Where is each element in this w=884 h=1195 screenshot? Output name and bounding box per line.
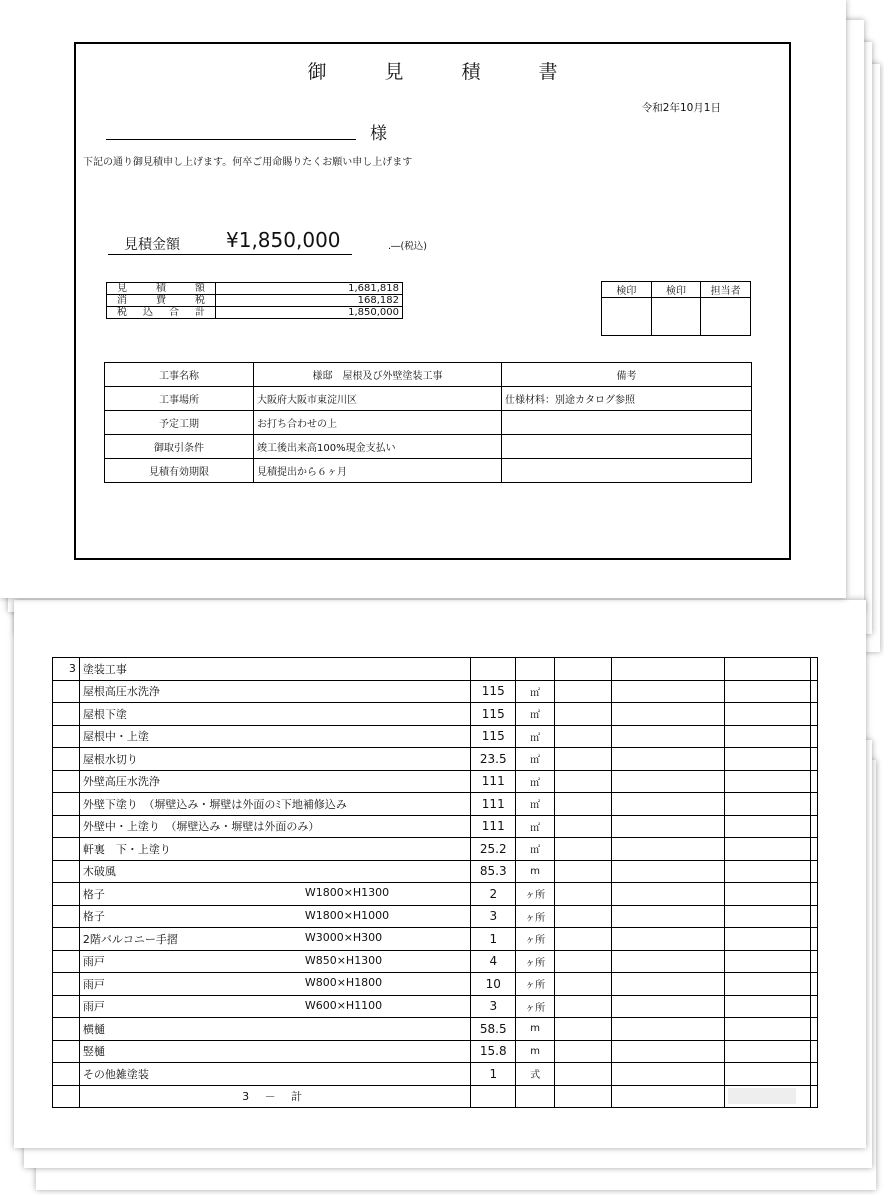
empty-cell <box>811 703 818 726</box>
summary-row <box>107 295 403 307</box>
item-number-cell <box>53 1085 80 1108</box>
item-name: 2階バルコニー手摺 <box>82 932 178 946</box>
empty-cell <box>612 1018 725 1041</box>
addressee-line <box>106 138 356 140</box>
empty-cell <box>811 995 818 1018</box>
item-row <box>53 1040 818 1063</box>
empty-cell <box>612 973 725 996</box>
stamp-box <box>701 298 751 336</box>
empty-cell <box>555 838 612 861</box>
item-name-cell <box>79 905 471 928</box>
stamp-box <box>602 298 652 336</box>
item-number-cell <box>53 725 80 748</box>
item-quantity: 23.5 <box>471 748 516 771</box>
item-name: 雨戸 <box>82 955 105 969</box>
info-remark <box>502 435 752 459</box>
item-row <box>53 725 818 748</box>
stamp-box <box>651 298 701 336</box>
item-row <box>53 905 818 928</box>
empty-cell <box>612 838 725 861</box>
item-row <box>53 928 818 951</box>
info-value: 大阪府大阪市東淀川区 <box>254 387 502 411</box>
item-spec: W800×H1800 <box>304 976 383 989</box>
item-name: 屋根高圧水洗浄 <box>79 680 471 703</box>
empty-cell <box>516 1085 555 1108</box>
section-number: 3 <box>53 658 80 681</box>
empty-cell <box>811 883 818 906</box>
empty-cell <box>725 770 811 793</box>
item-name-cell <box>79 973 471 996</box>
subtotal-label: 3 － 計 <box>79 1085 471 1108</box>
item-number-cell <box>53 1063 80 1086</box>
empty-cell <box>725 703 811 726</box>
breakdown-sheet <box>14 600 866 1148</box>
item-spec: W600×H1100 <box>304 998 383 1012</box>
empty-cell <box>612 748 725 771</box>
empty-cell <box>725 1063 811 1086</box>
item-name: 屋根水切り <box>79 748 471 771</box>
empty-cell <box>725 1040 811 1063</box>
info-row <box>105 459 752 483</box>
item-row <box>53 1063 818 1086</box>
empty-cell <box>612 815 725 838</box>
item-name: 木破風 <box>79 860 471 883</box>
section-title: 塗装工事 <box>79 658 471 681</box>
item-quantity: 58.5 <box>471 1018 516 1041</box>
empty-cell <box>612 793 725 816</box>
empty-cell <box>555 1063 612 1086</box>
item-number-cell <box>53 905 80 928</box>
item-name: 竪樋 <box>79 1040 471 1063</box>
empty-cell <box>555 1018 612 1041</box>
item-row <box>53 815 818 838</box>
item-quantity: 3 <box>471 995 516 1018</box>
amount-label: 見積金額 <box>124 237 180 253</box>
item-number-cell <box>53 950 80 973</box>
item-name: 屋根下塗 <box>79 703 471 726</box>
empty-cell <box>612 883 725 906</box>
empty-cell <box>811 838 818 861</box>
item-spec: W1800×H1000 <box>304 908 390 922</box>
item-spec: W1800×H1300 <box>304 886 390 899</box>
item-row <box>53 680 818 703</box>
empty-cell <box>612 950 725 973</box>
info-label: 予定工期 <box>105 411 254 435</box>
empty-cell <box>612 680 725 703</box>
item-row <box>53 748 818 771</box>
item-quantity: 3 <box>471 905 516 928</box>
item-name-cell <box>79 995 471 1018</box>
item-unit: m <box>516 1018 555 1041</box>
info-remark <box>502 411 752 435</box>
item-quantity: 115 <box>471 725 516 748</box>
empty-cell <box>471 1085 516 1108</box>
empty-cell <box>555 725 612 748</box>
estimate-frame <box>74 42 791 560</box>
item-row <box>53 995 818 1018</box>
empty-cell <box>612 703 725 726</box>
item-unit: ㎡ <box>516 703 555 726</box>
item-row <box>53 770 818 793</box>
info-row <box>105 387 752 411</box>
item-number-cell <box>53 770 80 793</box>
item-unit: ㎡ <box>516 680 555 703</box>
empty-cell <box>555 973 612 996</box>
summary-label: 消費税 <box>107 295 216 307</box>
item-name: 格子 <box>82 910 105 924</box>
item-number-cell <box>53 838 80 861</box>
project-name: 様邸 屋根及び外壁塗装工事 <box>254 363 502 387</box>
subtotal-row <box>53 1085 818 1108</box>
item-row <box>53 838 818 861</box>
info-value: 見積提出から６ヶ月 <box>254 459 502 483</box>
item-quantity: 2 <box>471 883 516 906</box>
item-unit: ㎡ <box>516 770 555 793</box>
item-name: その他雑塗装 <box>79 1063 471 1086</box>
item-number-cell <box>53 973 80 996</box>
empty-cell <box>725 905 811 928</box>
empty-cell <box>725 973 811 996</box>
empty-cell <box>555 815 612 838</box>
empty-cell <box>555 1040 612 1063</box>
empty-cell <box>811 770 818 793</box>
item-unit: ㎡ <box>516 748 555 771</box>
empty-cell <box>555 995 612 1018</box>
intro-text: 下記の通り御見積申し上げます。何卒ご用命賜りたくお願い申し上げます <box>83 157 413 168</box>
empty-cell <box>811 905 818 928</box>
item-number-cell <box>53 1040 80 1063</box>
item-name: 軒裏 下・上塗り <box>79 838 471 861</box>
info-value: お打ち合わせの上 <box>254 411 502 435</box>
item-unit: ㎡ <box>516 838 555 861</box>
item-quantity: 25.2 <box>471 838 516 861</box>
item-number-cell <box>53 995 80 1018</box>
summary-value: 1,681,818 <box>216 283 403 295</box>
info-row <box>105 411 752 435</box>
item-name-cell <box>79 950 471 973</box>
empty-cell <box>612 860 725 883</box>
breakdown-table <box>52 657 818 1108</box>
item-name: 格子 <box>82 887 105 901</box>
estimate-amount <box>108 228 427 255</box>
empty-cell <box>555 928 612 951</box>
masked-value <box>728 1088 796 1104</box>
item-quantity: 111 <box>471 793 516 816</box>
document-title: 御見積書 <box>307 61 616 83</box>
empty-cell <box>811 973 818 996</box>
issue-date: 令和2年10月1日 <box>641 102 721 114</box>
info-label: 御取引条件 <box>105 435 254 459</box>
item-unit: ヶ所 <box>516 928 555 951</box>
item-quantity: 115 <box>471 680 516 703</box>
empty-cell <box>612 1063 725 1086</box>
info-label: 工事名称 <box>105 363 254 387</box>
empty-cell <box>612 905 725 928</box>
empty-cell <box>725 838 811 861</box>
empty-cell <box>555 770 612 793</box>
item-quantity: 1 <box>471 928 516 951</box>
empty-cell <box>811 680 818 703</box>
item-quantity: 1 <box>471 1063 516 1086</box>
item-name: 外壁下塗り （塀壁込み・塀壁は外面のﾐ下地補修込み <box>79 793 471 816</box>
item-unit: ヶ所 <box>516 905 555 928</box>
item-number-cell <box>53 793 80 816</box>
amount-value: ¥1,850,000 <box>226 228 341 252</box>
empty-cell <box>725 995 811 1018</box>
estimate-sheet <box>0 0 846 598</box>
subtotal-amount-cell <box>725 1085 811 1108</box>
item-unit: ヶ所 <box>516 995 555 1018</box>
item-number-cell <box>53 860 80 883</box>
empty-cell <box>811 1040 818 1063</box>
empty-cell <box>555 905 612 928</box>
summary-value: 1,850,000 <box>216 307 403 319</box>
empty-cell <box>725 860 811 883</box>
empty-cell <box>555 883 612 906</box>
empty-cell <box>811 815 818 838</box>
item-unit: ヶ所 <box>516 973 555 996</box>
summary-value: 168,182 <box>216 295 403 307</box>
item-number-cell <box>53 703 80 726</box>
empty-cell <box>811 725 818 748</box>
empty-cell <box>612 995 725 1018</box>
empty-cell <box>811 1018 818 1041</box>
empty-cell <box>725 883 811 906</box>
amount-suffix: .―(税込) <box>388 241 427 252</box>
item-name: 屋根中・上塗 <box>79 725 471 748</box>
item-number-cell <box>53 883 80 906</box>
empty-cell <box>612 1040 725 1063</box>
summary-label: 税込合計 <box>107 307 216 319</box>
item-unit: ㎡ <box>516 793 555 816</box>
empty-cell <box>612 928 725 951</box>
item-row <box>53 1018 818 1041</box>
item-number-cell <box>53 928 80 951</box>
empty-cell <box>612 1085 725 1108</box>
item-row <box>53 883 818 906</box>
info-label: 工事場所 <box>105 387 254 411</box>
info-remark: 仕様材料：別途カタログ参照 <box>502 387 752 411</box>
item-unit: m <box>516 1040 555 1063</box>
empty-cell <box>555 950 612 973</box>
item-number-cell <box>53 1018 80 1041</box>
empty-cell <box>811 1063 818 1086</box>
summary-row <box>107 307 403 319</box>
item-spec: W850×H1300 <box>304 953 383 967</box>
item-quantity: 10 <box>471 973 516 996</box>
item-unit: ヶ所 <box>516 950 555 973</box>
remarks-header: 備考 <box>502 363 752 387</box>
empty-cell <box>725 793 811 816</box>
item-spec: W3000×H300 <box>304 931 383 944</box>
item-quantity: 15.8 <box>471 1040 516 1063</box>
item-row <box>53 860 818 883</box>
item-unit: ㎡ <box>516 725 555 748</box>
item-quantity: 111 <box>471 770 516 793</box>
empty-cell <box>725 928 811 951</box>
empty-cell <box>555 680 612 703</box>
info-remark <box>502 459 752 483</box>
stamp-header: 担当者 <box>701 282 751 298</box>
empty-cell <box>612 770 725 793</box>
stamp-header: 検印 <box>651 282 701 298</box>
item-name: 雨戸 <box>82 977 105 991</box>
item-quantity: 115 <box>471 703 516 726</box>
item-number-cell <box>53 815 80 838</box>
item-name: 外壁高圧水洗浄 <box>79 770 471 793</box>
summary-row <box>107 283 403 295</box>
summary-table <box>106 282 403 319</box>
section-row <box>53 658 818 681</box>
empty-cell <box>555 1085 612 1108</box>
item-unit: m <box>516 860 555 883</box>
item-quantity: 4 <box>471 950 516 973</box>
empty-cell <box>612 725 725 748</box>
honorific: 様 <box>370 124 387 144</box>
item-row <box>53 793 818 816</box>
empty-cell <box>555 748 612 771</box>
empty-cell <box>811 748 818 771</box>
empty-cell <box>725 680 811 703</box>
item-name: 外壁中・上塗り （塀壁込み・塀壁は外面のみ） <box>79 815 471 838</box>
approval-stamps <box>601 281 751 336</box>
info-value: 竣工後出来高100%現金支払い <box>254 435 502 459</box>
item-name-cell <box>79 928 471 951</box>
empty-cell <box>725 815 811 838</box>
empty-cell <box>555 860 612 883</box>
summary-label: 見積額 <box>107 283 216 295</box>
empty-cell <box>725 950 811 973</box>
empty-cell <box>725 748 811 771</box>
empty-cell <box>811 928 818 951</box>
empty-cell <box>811 793 818 816</box>
empty-cell <box>725 725 811 748</box>
item-number-cell <box>53 680 80 703</box>
item-number-cell <box>53 748 80 771</box>
item-name: 横樋 <box>79 1018 471 1041</box>
item-unit: ヶ所 <box>516 883 555 906</box>
item-name: 雨戸 <box>82 1000 105 1014</box>
item-row <box>53 703 818 726</box>
empty-cell <box>555 793 612 816</box>
empty-cell <box>811 950 818 973</box>
info-label: 見積有効期限 <box>105 459 254 483</box>
empty-cell <box>811 1085 818 1108</box>
empty-cell <box>555 703 612 726</box>
info-row <box>105 435 752 459</box>
item-row <box>53 973 818 996</box>
empty-cell <box>725 1018 811 1041</box>
item-name-cell <box>79 883 471 906</box>
info-header-row <box>105 363 752 387</box>
item-quantity: 111 <box>471 815 516 838</box>
item-row <box>53 950 818 973</box>
project-info-table <box>104 362 752 483</box>
empty-cell <box>811 860 818 883</box>
item-quantity: 85.3 <box>471 860 516 883</box>
item-unit: 式 <box>516 1063 555 1086</box>
item-unit: ㎡ <box>516 815 555 838</box>
stamp-header: 検印 <box>602 282 652 298</box>
